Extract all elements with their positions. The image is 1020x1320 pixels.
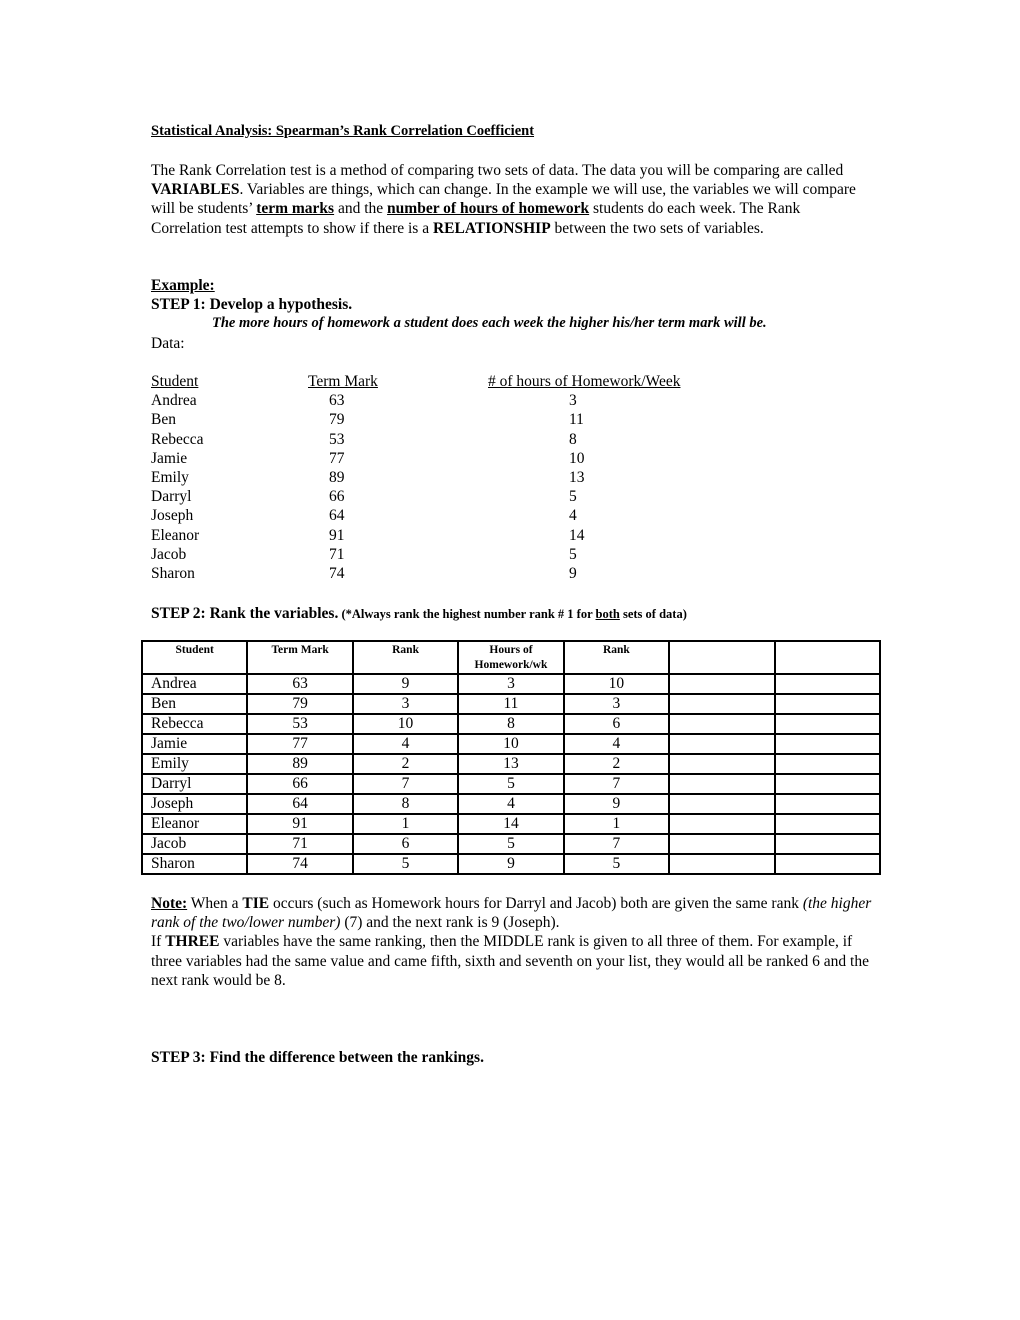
col-header [775, 641, 880, 674]
table-row: Joseph 64 8 4 9 [142, 794, 880, 814]
document-title: Statistical Analysis: Spearman’s Rank Correlation Coefficient [151, 123, 535, 139]
col-header: Student [142, 641, 247, 674]
table-row: Sharon 74 5 9 5 [142, 854, 880, 874]
term-marks-term: term marks [256, 200, 335, 218]
step2-heading: STEP 2: Rank the variables. (*Always rank the highest number rank # 1 for both sets of data) [151, 605, 687, 622]
variables-term: VARIABLES [151, 181, 240, 199]
col-header: Hours of Homework/wk [458, 641, 563, 674]
table-row: Jacob 71 6 5 7 [142, 834, 880, 854]
student-col-header: Student [151, 373, 199, 390]
example-label: Example: [151, 277, 215, 294]
table-row: Andrea 63 9 3 10 [142, 674, 880, 694]
hours-col-header: # of hours of Homework/Week [488, 373, 681, 390]
col-header [669, 641, 774, 674]
hypothesis: The more hours of homework a student does each week the higher his/her term mark will be. [212, 315, 767, 332]
table-row: Jamie 77 4 10 4 [142, 734, 880, 754]
table-row: Eleanor 91 1 14 1 [142, 814, 880, 834]
step1-heading: STEP 1: Develop a hypothesis. [151, 296, 353, 314]
relationship-term: RELATIONSHIP [432, 219, 551, 237]
note-label: Note: [151, 895, 188, 912]
table-row: Rebecca 53 10 8 6 [142, 714, 880, 734]
col-header: Rank [564, 641, 669, 674]
intro-paragraph: The Rank Correlation test is a method of comparing two sets of data. The data you will be comparing are called VARIABLES. Variables are things, which can change. In the example we will use, the variables we will compare will be students’ term marks and the number of hours of homework students do each week. The Rank Correlation test attempts to show if there is a RELATIONSHIP between the two sets of variables. [151, 162, 856, 237]
step3-heading: STEP 3: Find the difference between the rankings. [151, 1049, 484, 1066]
table-row: Darryl 66 7 5 7 [142, 774, 880, 794]
table-row: Emily 89 2 13 2 [142, 754, 880, 774]
note-paragraph: Note: When a TIE occurs (such as Homework hours for Darryl and Jacob) both are given the same rank (the higher rank of the two/lower number) (7) and the next rank is 9 (Joseph). If THREE variables have the same ranking, then the MIDDLE rank is given to all three of them. For example, if three variables had the same value and came fifth, sixth and seventh on your list, they would all be ranked 6 and the next rank would be 8. [151, 895, 872, 989]
term-mark-col-header: Term Mark [308, 373, 378, 390]
table-row: Ben 79 3 11 3 [142, 694, 880, 714]
col-header: Rank [353, 641, 458, 674]
rank-table [141, 640, 881, 875]
hours-term: number of hours of homework [387, 200, 590, 218]
step1-section [151, 276, 871, 353]
col-header: Term Mark [247, 641, 352, 674]
rank-table-header [142, 641, 880, 674]
data-label: Data: [151, 334, 185, 352]
